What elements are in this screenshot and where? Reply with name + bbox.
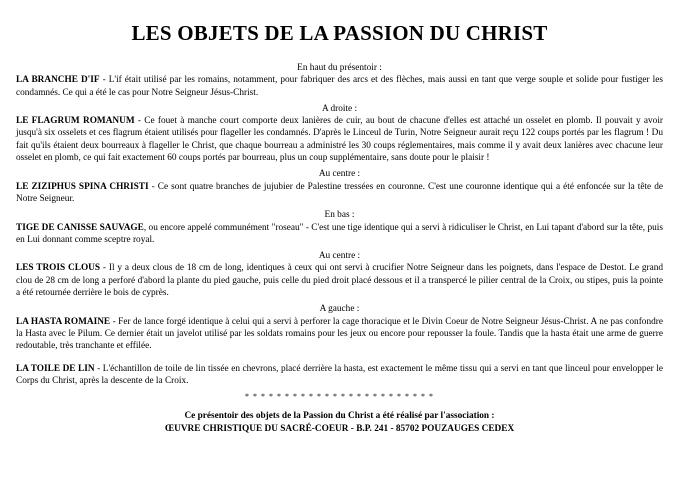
- footer-credit: Ce présentoir des objets de la Passion du Christ a été réalisé par l'association :: [184, 411, 495, 422]
- section-paragraph: [16, 316, 663, 353]
- object-description: - L'échantillon de toile de lin tissée en chevrons, placé derrière la hasta, est exactement le même tissu qui a servi en tant que linceul pour envelopper le Corps du Christ, après la descente de la Croix.: [16, 363, 663, 386]
- footer-address: ŒUVRE CHRISTIQUE DU SACRÉ-COEUR - B.P. 241 - 85702 POUZAUGES CEDEX: [164, 423, 515, 434]
- object-description: - Ce fouet à manche court comporte deux lanières de cuir, au bout de chacune d'elles est attaché un osselet en plomb. Il pouvait y avoir jusqu'à six osselets et ces flagrum étaient utilisés pour flageller les condamnés. D'après le Linceul de Turin, Notre Seigneur aurait reçu 122 coups portés par les flagrum ! Du fait qu'ils étaient deux bourreaux à flageller le Christ, que chaque bourreau a administré les 30 coups réglementaires, mais comme il y avait deux lanières avec chacune leur osselet en plomb, ce qui fait exactement 60 coups portés par bourreau, plus un coup supplémentaire, sans doute pour le plaisir !: [16, 116, 664, 164]
- section-paragraph: [16, 115, 663, 164]
- section-paragraph: [16, 262, 663, 299]
- section-heading: A gauche :: [319, 304, 360, 315]
- section-heading: Au centre :: [318, 169, 361, 180]
- object-name: TIGE DE CANISSE SAUVAGE: [16, 222, 144, 233]
- star-separator: * * * * * * * * * * * * * * * * * * * * * * * *: [245, 392, 434, 402]
- object-name: LE ZIZIPHUS SPINA CHRISTI: [16, 181, 149, 192]
- object-description: - L'if était utilisé par les romains, notamment, pour fabriquer des arcs et des flèches, mais aussi en tant que verge souple et solide pour fustiger les condamnés. Ce qui a été le cas pour Notre Seigneur Jésus-Christ.: [16, 75, 663, 98]
- object-name: LA TOILE DE LIN: [16, 363, 95, 374]
- section-paragraph: [16, 363, 663, 388]
- object-name: LE FLAGRUM ROMANUM: [16, 116, 135, 127]
- object-name: LA BRANCHE D'IF: [16, 75, 100, 86]
- section-heading: En bas :: [324, 210, 355, 221]
- object-description: , ou encore appelé communément "roseau" - C'est une tige identique qui a servi à ridiculiser le Christ, en Lui tapant d'abord sur la tête, puis en Lui donnant comme sceptre royal.: [16, 222, 663, 245]
- section-paragraph: [16, 181, 663, 206]
- section-heading: A droite :: [321, 103, 358, 114]
- object-name: LES TROIS CLOUS: [16, 263, 101, 274]
- section-heading: Au centre :: [318, 251, 361, 262]
- section-heading: En haut du présentoir :: [297, 63, 382, 73]
- object-description: - Ce sont quatre branches de jujubier de Palestine tressées en couronne. C'est une couronne identique qui a été enfoncée sur la tête de Notre Seigneur.: [16, 181, 663, 204]
- page-title: LES OBJETS DE LA PASSION DU CHRIST: [131, 21, 548, 45]
- section-paragraph: [16, 74, 663, 99]
- object-description: - Fer de lance forgé identique à celui qui a servi à perforer la cage thoracique et le Divin Coeur de Notre Seigneur Jésus-Christ. A ne pas confondre la Hasta avec le Pilum. Ce dernier était un javelot utilisé par les soldats romains pour les jeux ou encore pour repousser la foule. Tandis que la hasta était une arme de guerre redoutable, très tranchante et effilée.: [16, 316, 663, 352]
- section-paragraph: [16, 222, 663, 247]
- object-name: LA HASTA ROMAINE: [16, 316, 111, 327]
- object-description: - Il y a deux clous de 18 cm de long, identiques à ceux qui ont servi à crucifier Notre Seigneur dans les poignets, dans l'espace de Destot. Le grand clou de 28 cm de long a perforé d'abord la plante du pied gauche, puis celle du pied droit placé dessous et il a transpercé le pilier central de la Croix, ou stipes, puis la pointe a été retournée derrière le bois de cyprès.: [16, 263, 663, 299]
